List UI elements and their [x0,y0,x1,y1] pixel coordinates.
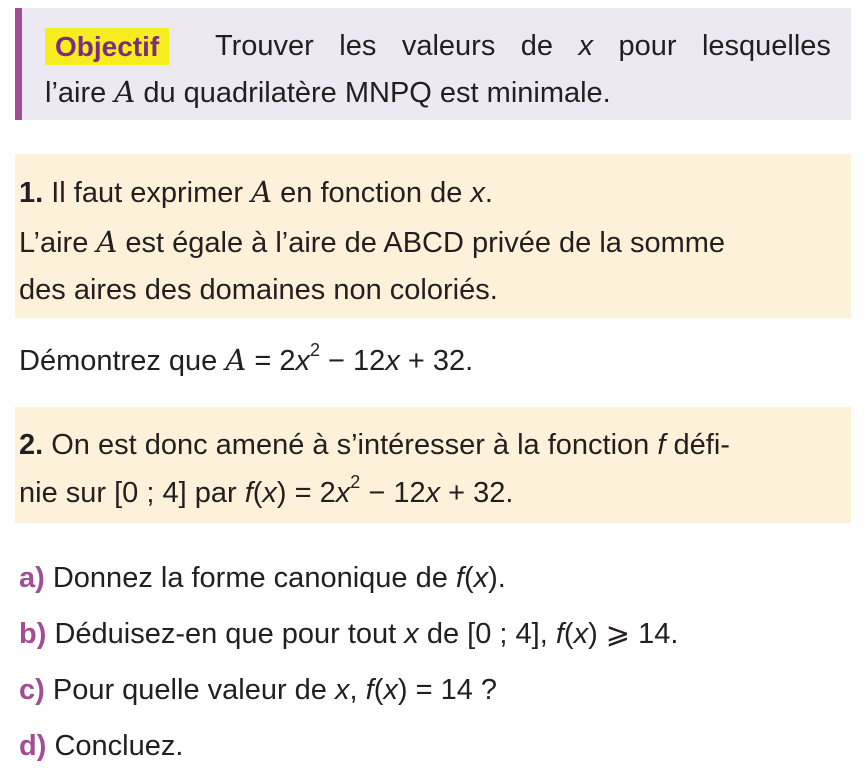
objectif-line-2: l’aire A du quadrilatère MNPQ est minimale. [45,75,611,109]
part1-demo-line: Démontrez que $A = 2x^2 - 12x + 32$. [19,340,474,377]
objectif-box [15,8,851,120]
part1-line-3: des aires des domaines non coloriés. [19,274,498,306]
part2-box [15,407,851,523]
part1-line-2: L’aire A est égale à l’aire de ABCD privée de la somme [19,225,726,259]
objectif-accent-bar [15,8,22,120]
objectif-line-1: Trouver les valeurs de x pour lesquelles [215,30,831,62]
question-d: d) Concluez. [19,730,184,762]
question-a: a) Donnez la forme canonique de f(x). [19,562,506,594]
objectif-tag: Objectif [45,28,169,65]
part2-line-2: nie sur [0 ; 4] par $f(x) = 2x^2 - 12x + 32$. [19,472,514,509]
question-b: b) Déduisez-en que pour tout x de [0 ; 4], f(x) ⩾ 14. [19,618,679,650]
part1-box [15,154,851,318]
area-symbol: A [114,75,136,109]
area-symbol: A [96,225,118,259]
area-symbol: A [225,343,247,377]
part1-line-1: 1. Il faut exprimer A en fonction de x. [19,175,493,209]
part2-line-1: 2. On est donc amené à s’intéresser à la fonction f défi- [19,429,730,461]
question-c: c) Pour quelle valeur de x, f(x) = 14 ? [19,674,498,706]
area-symbol: A [251,175,273,209]
